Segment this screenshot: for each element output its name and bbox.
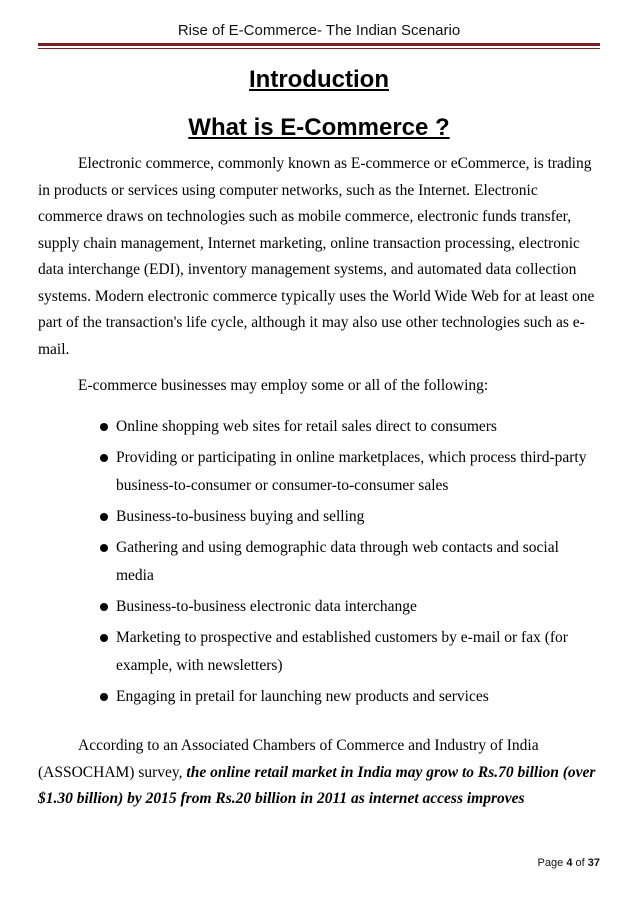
header-rule-thin bbox=[38, 48, 600, 49]
page-footer bbox=[538, 857, 600, 869]
list-item-text: Marketing to prospective and established customers by e-mail or fax (for example, with newsletters) bbox=[116, 629, 568, 674]
list-item bbox=[38, 503, 600, 531]
section-title: Introduction bbox=[249, 66, 389, 93]
bullet-icon bbox=[100, 513, 108, 521]
page-number: 4 bbox=[566, 857, 573, 869]
subsection-title: What is E-Commerce ? bbox=[188, 114, 450, 141]
page-label: Page bbox=[537, 857, 564, 869]
running-header: Rise of E-Commerce- The Indian Scenario bbox=[177, 22, 461, 39]
of-label: of bbox=[575, 857, 585, 869]
list-item bbox=[38, 624, 600, 680]
list-item-text: Providing or participating in online marketplaces, which process third-party business-to-consumer or consumer-to-consumer sales bbox=[116, 449, 587, 494]
assocham-text: According to an Associated Chambers of Commerce and Industry of India (ASSOCHAM) survey, bbox=[38, 737, 539, 781]
assocham-emphasis: the online retail market in India may grow to Rs.70 billion (over $1.30 billion) by 2015 from Rs.20 billion in 2011 as internet access improves bbox=[38, 763, 596, 807]
list-item bbox=[38, 534, 600, 590]
assocham-paragraph bbox=[38, 733, 600, 813]
header-rule bbox=[38, 43, 600, 46]
bullet-icon bbox=[100, 423, 108, 431]
intro-paragraph: Electronic commerce, commonly known as E-commerce or eCommerce, is trading in products or services using computer networks, such as the Internet. Electronic commerce draws on technologies such as mobile commerce, electronic funds transfer, supply chain management, Internet marketing, online transaction processing, electronic data interchange (EDI), inventory management systems, and automated data collection systems. Modern electronic commerce typically uses the World Wide Web for at least one part of the transaction's life cycle, although it may also use other technologies such as e-mail. bbox=[38, 155, 595, 358]
bullet-icon bbox=[100, 634, 108, 642]
list-item-text: Business-to-business electronic data interchange bbox=[116, 598, 417, 615]
bullet-icon bbox=[100, 693, 108, 701]
list-item bbox=[38, 683, 600, 711]
list-item bbox=[38, 413, 600, 441]
list-item-text: Engaging in pretail for launching new products and services bbox=[116, 688, 489, 705]
bullet-icon bbox=[100, 603, 108, 611]
list-item-text: Online shopping web sites for retail sales direct to consumers bbox=[116, 418, 497, 435]
bullet-icon bbox=[100, 454, 108, 462]
lead-paragraph: E-commerce businesses may employ some or all of the following: bbox=[78, 377, 489, 394]
bullet-icon bbox=[100, 544, 108, 552]
list-item-text: Business-to-business buying and selling bbox=[116, 508, 365, 525]
list-item bbox=[38, 593, 600, 621]
list-item-text: Gathering and using demographic data through web contacts and social media bbox=[116, 539, 559, 584]
list-item bbox=[38, 444, 600, 500]
total-pages: 37 bbox=[587, 857, 600, 869]
bullet-list bbox=[38, 413, 600, 714]
